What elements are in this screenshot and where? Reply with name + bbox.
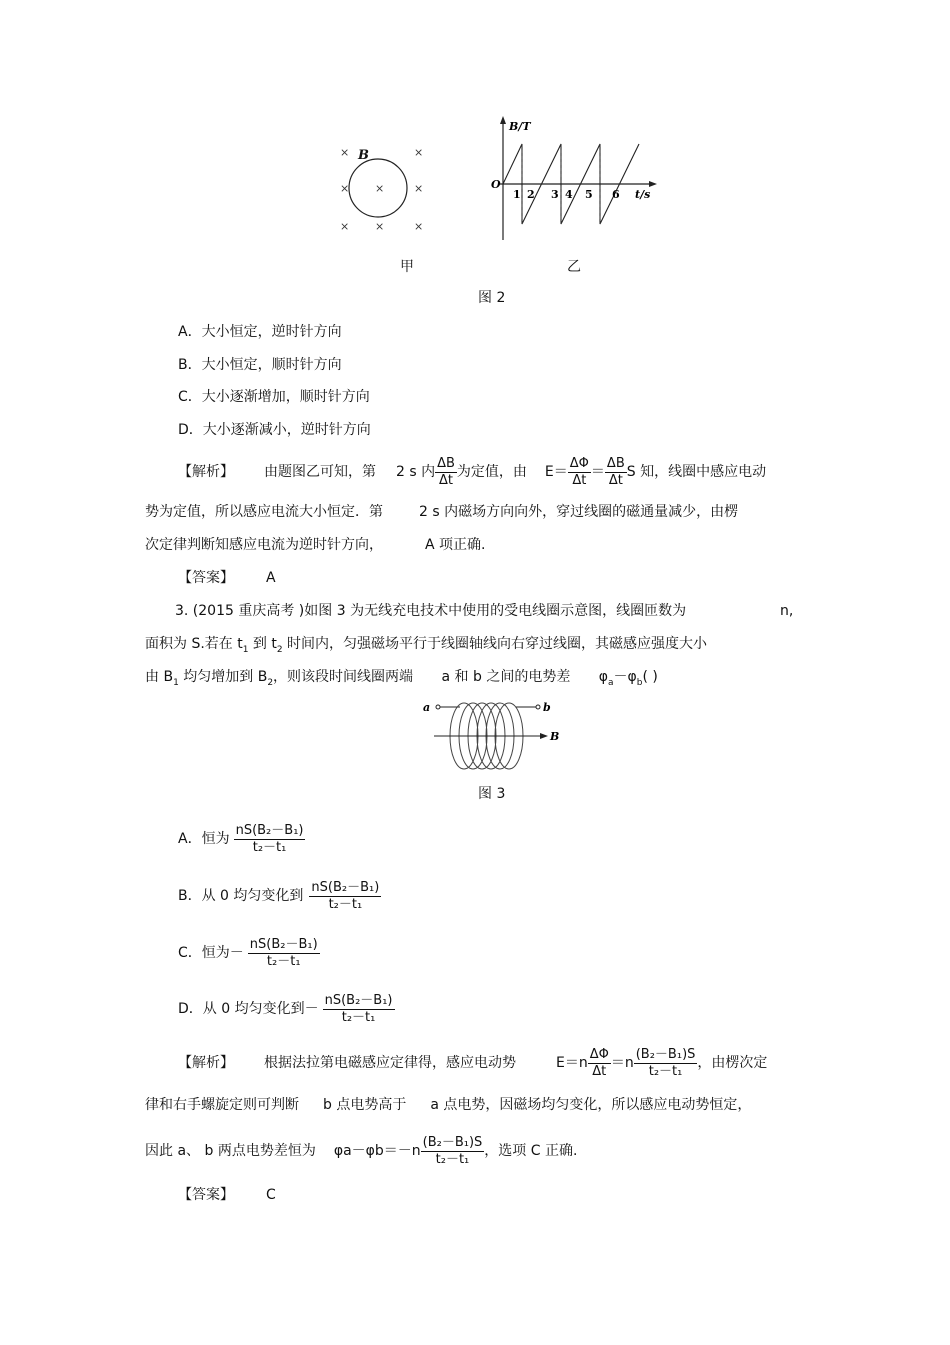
q3-option-b: B．从 0 均匀变化到 $\frac{\text{nS(B₂－B₁)}}{\text{t₂－t₁}}$ [178, 879, 380, 912]
q3-analysis-line2: 律和右手螺旋定则可判断 b 点电势高于 a 点电势，因磁场均匀变化，所以感应电动势恒定， [145, 1097, 752, 1113]
y-axis-label: B/T [509, 120, 531, 133]
q2-analysis-line1: 【解析】 由题图乙可知，第 2 s 内 $\frac{\Delta B}{\Delta t}$ 为定值，由 E＝ $\frac{\Delta\Phi}{\Delta t}$ ＝ $\frac{\Delta B}{\Delta t}$ S 知，线圈中感应电动 [178, 455, 767, 488]
circle-b-label: B [358, 148, 369, 163]
option-c-fraction: $\frac{\text{nS(B₂－B₁)}}{\text{t₂－t₁}}$ [249, 936, 318, 969]
cross-mark: × [414, 146, 424, 159]
tick-label: 2 [527, 188, 535, 201]
tick-label: 6 [612, 188, 620, 201]
fraction-dPhi-dt: $\frac{\Delta\Phi}{\Delta t}$ [589, 1046, 609, 1079]
q2-option-d: D．大小逐渐减小，逆时针方向 [178, 422, 371, 438]
q2-option-c: C．大小逐渐增加，顺时针方向 [178, 389, 370, 405]
q2-option-a: A．大小恒定，逆时针方向 [178, 324, 342, 340]
cross-mark: × [414, 182, 424, 195]
q3-option-d: D．从 0 均匀变化到－ $\frac{\text{nS(B₂－B₁)}}{\text{t₂－t₁}}$ [178, 992, 393, 1025]
analysis-tag: 【解析】 [178, 464, 234, 480]
cross-mark: × [414, 220, 424, 233]
figure-2-right-label: 乙 [567, 259, 581, 275]
q3-option-c: C．恒为－ $\frac{\text{nS(B₂－B₁)}}{\text{t₂－t₁}}$ [178, 936, 318, 969]
terminal-a-label: a [423, 701, 431, 714]
fraction-emf: $\frac{\text{(B₂－B₁)S}}{\text{t₂－t₁}}$ [635, 1046, 696, 1079]
cross-mark: × [375, 220, 385, 233]
tick-label: 5 [585, 188, 593, 201]
cross-mark: × [340, 182, 350, 195]
terminal-b-label: b [543, 701, 551, 714]
cross-mark: × [340, 146, 350, 159]
figure-2-left-label: 甲 [400, 259, 414, 275]
q3-stem-line3: 由 $B_1$ 均匀增加到 $B_2$，则该段时间线圈两端 a 和 b 之间的电势差 $\varphi_a-\varphi_b$( ) [145, 669, 658, 688]
figure-2-right-graph [485, 112, 665, 244]
q3-answer: 【答案】 C [178, 1187, 276, 1203]
tick-label: 4 [565, 188, 573, 201]
fraction-dB-dt: $\frac{\Delta B}{\Delta t}$ [437, 455, 455, 488]
tick-label: 1 [513, 188, 521, 201]
option-b-fraction: $\frac{\text{nS(B₂－B₁)}}{\text{t₂－t₁}}$ [311, 879, 380, 912]
figure-3-coil-diagram [420, 695, 565, 775]
option-a-fraction: $\frac{\text{nS(B₂－B₁)}}{\text{t₂－t₁}}$ [235, 822, 304, 855]
field-b-label: B [550, 730, 560, 743]
q3-stem-line1: 3. (2015 重庆高考 )如图 3 为无线充电技术中使用的受电线圈示意图，线圈匝数为 [175, 603, 687, 619]
q3-option-a: A．恒为 $\frac{\text{nS(B₂－B₁)}}{\text{t₂－t₁}}$ [178, 822, 304, 855]
figure-3-caption: 图 3 [478, 786, 506, 802]
x-axis-label: t/s [635, 188, 651, 201]
fraction-dPhi-dt: $\frac{\Delta\Phi}{\Delta t}$ [569, 455, 589, 488]
q3-analysis-line1: 【解析】 根据法拉第电磁感应定律得，感应电动势 E＝n $\frac{\Delta\Phi}{\Delta t}$ ＝n $\frac{\text{(B₂－B₁)S}}{\text{t₂－t₁}}$ ，由楞次定 [178, 1046, 768, 1079]
q2-analysis-line3: 次定律判断知感应电流为逆时针方向， A 项正确. [145, 537, 486, 553]
tick-label: 3 [551, 188, 559, 201]
q2-analysis-line2: 势为定值，所以感应电流大小恒定．第 2 s 内磁场方向向外，穿过线圈的磁通量减少，由楞 [145, 504, 739, 520]
figure-2-caption: 图 2 [478, 290, 506, 306]
fraction-dB-dt-2: $\frac{\Delta B}{\Delta t}$ [606, 455, 625, 488]
q3-analysis-line3: 因此 a、 b 两点电势差恒为 φa－φb＝－n $\frac{\text{(B₂－B₁)S}}{\text{t₂－t₁}}$ ，选项 C 正确. [145, 1134, 578, 1167]
q2-option-b: B．大小恒定，顺时针方向 [178, 357, 342, 373]
q3-stem-line1-end: n, [780, 603, 794, 619]
q2-answer: 【答案】 A [178, 570, 276, 586]
q3-stem-line2: 面积为 S.若在 $t_1$ 到 $t_2$ 时间内，匀强磁场平行于线圈轴线向右穿过线圈，其磁感应强度大小 [145, 636, 708, 655]
cross-mark: × [375, 182, 385, 195]
fraction-potential-diff: $\frac{\text{(B₂－B₁)S}}{\text{t₂－t₁}}$ [422, 1134, 483, 1167]
cross-mark: × [340, 220, 350, 233]
figure-2-left-diagram [330, 140, 430, 240]
origin-label: O [491, 178, 501, 191]
option-d-fraction: $\frac{\text{nS(B₂－B₁)}}{\text{t₂－t₁}}$ [324, 992, 393, 1025]
